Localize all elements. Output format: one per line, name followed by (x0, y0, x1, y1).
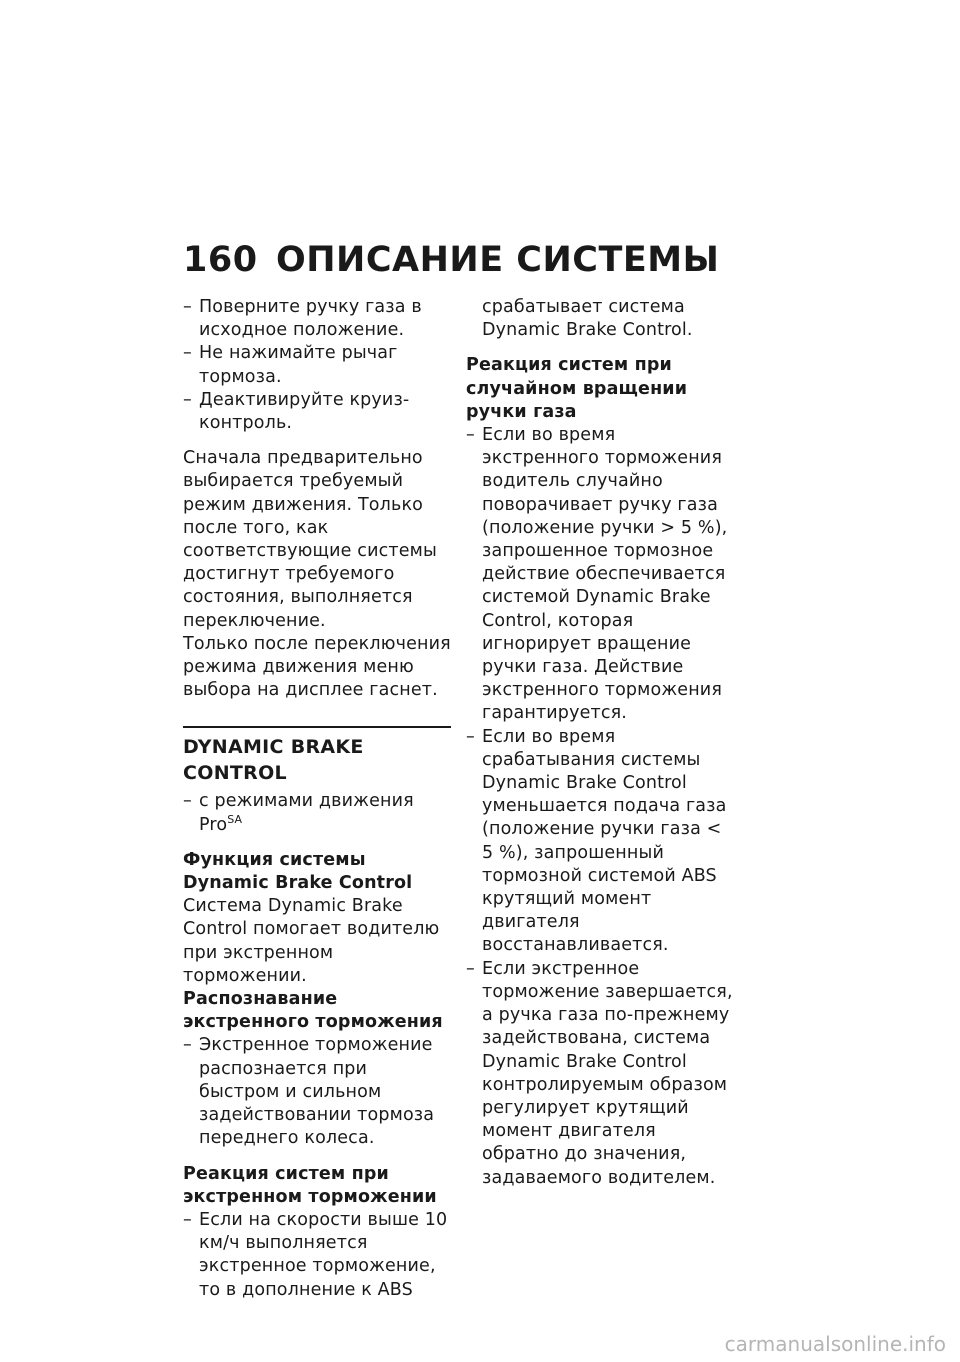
availability-list (183, 790, 451, 836)
subheading: Функция системы Dynamic Brake Control (183, 849, 413, 894)
list-item: – Если экстренное торможение завершается, а ручка газа по-прежнему задействована, система Dynamic Brake Control контролируемым образом регулирует крутящий момент двигателя обратно до значения, задаваемого водителем. (466, 958, 734, 1190)
page-number: 160 (183, 240, 258, 280)
page-title: ОПИСАНИЕ СИСТЕМЫ (276, 240, 720, 280)
watermark: carmanualsonline.info (724, 1332, 946, 1356)
steps-list (183, 296, 451, 435)
list-item: – Деактивируйте круиз-контроль. (183, 389, 451, 435)
right-column (466, 296, 734, 1190)
detection-list (183, 1034, 451, 1150)
reaction-list (183, 1209, 451, 1302)
page-header (183, 240, 783, 280)
list-item: – Если во время срабатывания системы Dynamic Brake Control уменьшается подача газа (положение ручки газа < 5 %), запрошенный тормозной системой ABS крутящий момент двигателя восстанавливается. (466, 726, 734, 958)
subheading: Реакция систем при случайном вращении ручки газа (466, 355, 688, 422)
list-item: – Если на скорости выше 10 км/ч выполняется экстренное торможение, то в дополнение к ABS (183, 1209, 451, 1302)
subheading: Реакция систем при экстренном торможении (183, 1163, 437, 1207)
list-item: – Экстренное торможение распознается при быстром и сильном задействовании тормоза переднего колеса. (183, 1034, 451, 1150)
list-item: – Не нажимайте рычаг тормоза. (183, 342, 451, 388)
section-title: DYNAMIC BRAKE CONTROL (183, 726, 451, 786)
paragraph-continued: срабатывает система Dynamic Brake Control. (482, 297, 693, 341)
paragraph: Система Dynamic Brake Control помогает водителю при экстренном торможении. (183, 896, 440, 986)
list-item: – Поверните ручку газа в исходное положение. (183, 296, 451, 342)
left-column (183, 296, 451, 1302)
sa-marker: SA (227, 812, 243, 826)
paragraph: Сначала предварительно выбирается требуемый режим движения. Только после того, как соответствующие системы достигнут требуемого состояния, выполняется переключение. (183, 448, 437, 631)
list-item: – Если во время экстренного торможения водитель случайно поворачивает ручку газа (положение ручки > 5 %), запрошенное тормозное действие обеспечивается системой Dynamic Brake Control, которая игнорирует вращение ручки газа. Действие экстренного торможения гарантируется. (466, 424, 734, 726)
list-item (183, 790, 451, 836)
subheading: Распознавание экстренного торможения (183, 989, 443, 1033)
paragraph: Только после переключения режима движения меню выбора на дисплее гаснет. (183, 633, 451, 701)
accidental-list (466, 424, 734, 1190)
availability-text: с режимами движения Pro (199, 791, 414, 835)
